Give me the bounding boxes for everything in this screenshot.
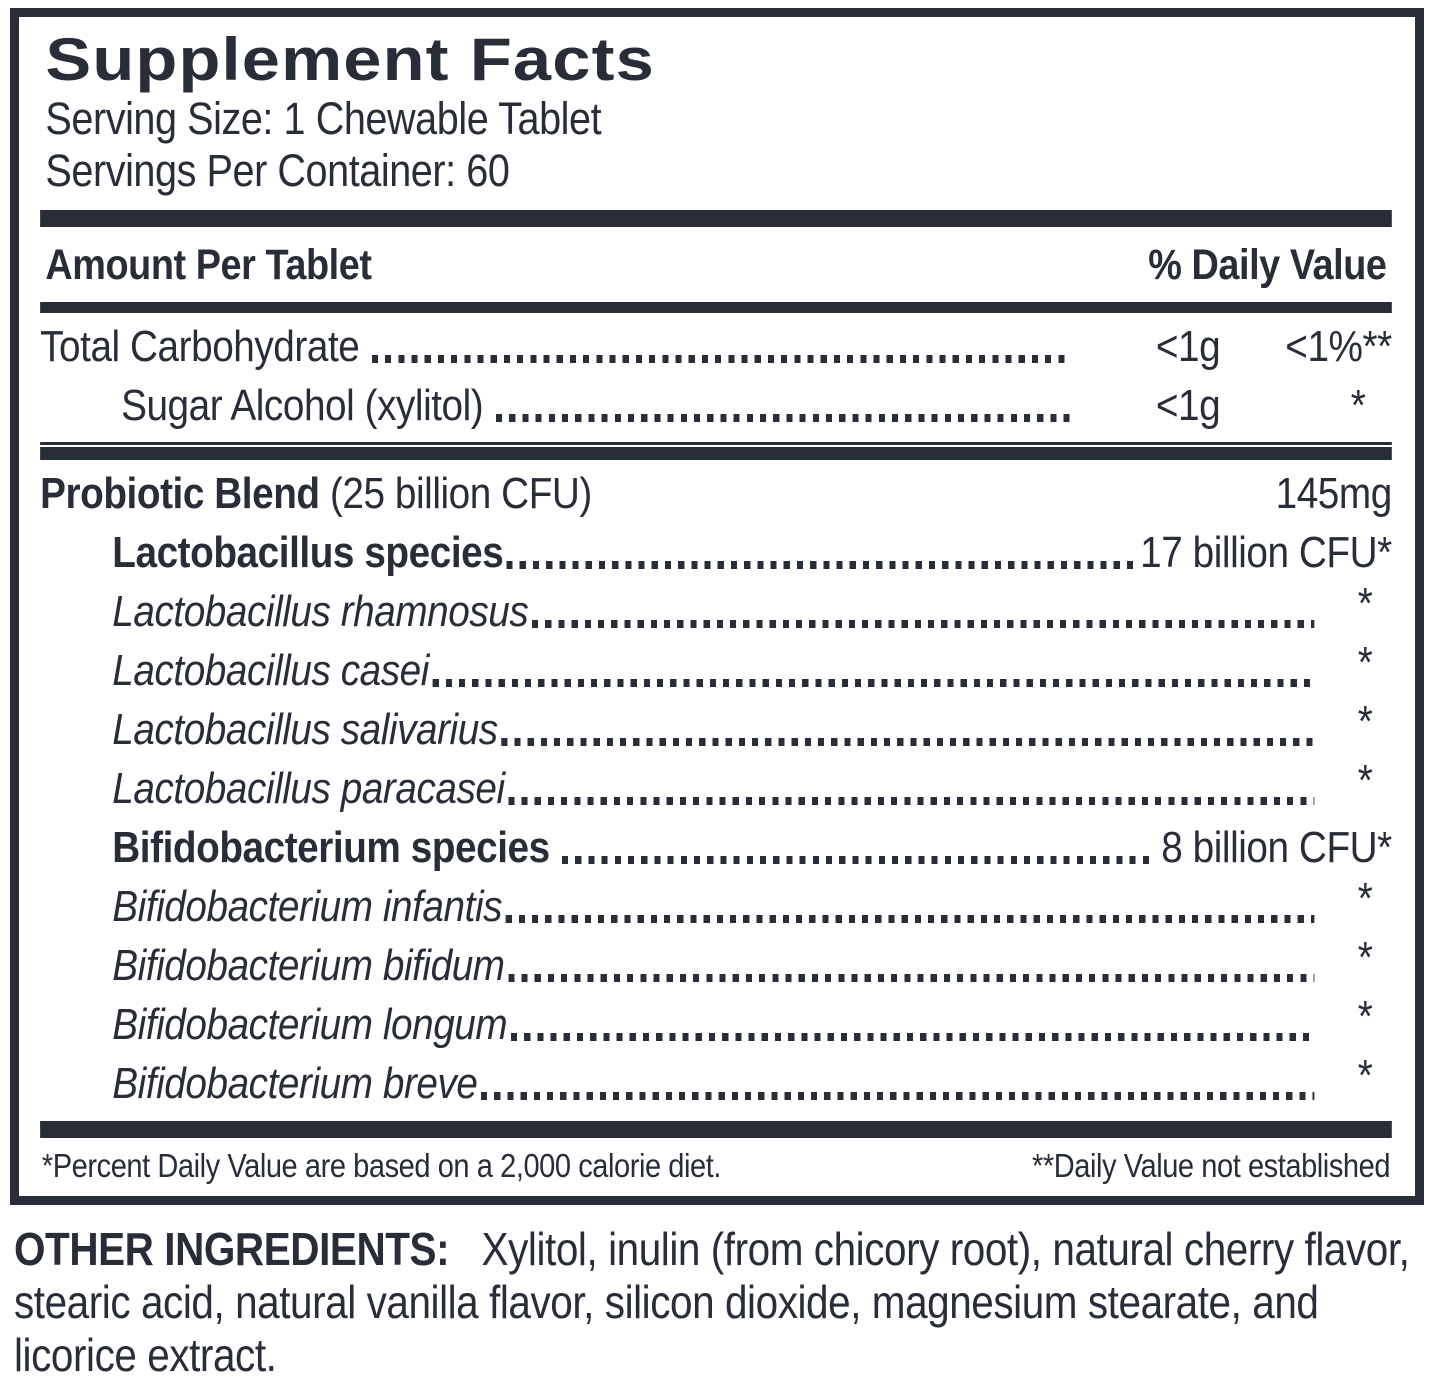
nutrient-row-probiotic-blend [40,464,1392,523]
nutrient-rows-probiotic [40,460,1392,1115]
panel-title-row [40,17,1392,93]
supplement-facts-panel [10,8,1424,1205]
nutrient-row-bifidobacterium-breve [40,1051,1392,1113]
nutrient-name: Lactobacillus rhamnosus [112,587,529,636]
dot-leader [511,1033,1315,1041]
nutrient-daily-value: * [1357,992,1373,1041]
nutrient-row-bifidobacterium-longum [40,992,1392,1054]
nutrient-name: Bifidobacterium bifidum [112,941,505,990]
nutrient-amount: 8 billion CFU* [1161,823,1392,872]
section-rule-top [40,210,1392,227]
nutrient-daily-value: * [1357,933,1373,982]
column-header-amount: Amount Per Tablet [45,241,372,289]
panel-title: Supplement Facts [45,26,655,93]
nutrient-daily-value: * [1350,381,1366,430]
nutrient-detail: (25 billion CFU) [329,469,592,518]
servings-per-container: Servings Per Container: 60 [45,145,510,196]
nutrient-daily-value: * [1357,874,1373,923]
column-header-daily-value: % Daily Value [1148,241,1387,289]
other-ingredients [14,1223,1445,1382]
dot-leader [562,856,1156,864]
nutrient-daily-value: * [1357,638,1373,687]
section-rule-probiotic [40,442,1392,460]
nutrient-amount: <1g [1155,322,1221,371]
nutrient-detail [320,464,330,523]
nutrient-row-total-carbohydrate [40,317,1392,376]
nutrient-daily-value: * [1357,697,1373,746]
nutrient-daily-value: * [1357,1051,1373,1100]
nutrient-name: Lactobacillus paracasei [112,764,505,813]
footnote-row [40,1138,1392,1196]
nutrient-row-lactobacillus-salivarius [40,697,1392,759]
nutrient-row-lactobacillus-species [40,523,1392,582]
column-header-row [40,227,1392,302]
dot-leader [496,414,1070,422]
section-rule-footnote [40,1121,1392,1138]
section-rule-probiotic-bar [40,447,1392,460]
nutrient-name: Lactobacillus casei [112,646,429,695]
dot-leader [501,738,1314,746]
nutrient-daily-value: * [1357,579,1373,628]
nutrient-name: Total Carbohydrate [40,322,360,371]
nutrient-name: Bifidobacterium infantis [112,882,503,931]
nutrient-name: Lactobacillus species [112,528,504,577]
nutrient-row-lactobacillus-casei [40,638,1392,700]
nutrient-name: Bifidobacterium longum [112,1000,508,1049]
nutrient-daily-value: * [1357,756,1373,805]
nutrient-row-bifidobacterium-infantis [40,874,1392,936]
other-ingredients-text: Xylitol, inulin (from chicory root), natural cherry flavor, stearic acid, natural vanilla flavor, silicon dioxide, magnesium stearate, and licorice extract. [14,1223,1410,1381]
dot-leader [432,679,1314,687]
nutrient-amount: <1g [1155,381,1221,430]
section-rule-header [40,302,1392,313]
nutrient-row-lactobacillus-rhamnosus [40,579,1392,641]
dot-leader [506,915,1315,923]
nutrient-name: Lactobacillus salivarius [112,705,498,754]
nutrient-name: Sugar Alcohol (xylitol) [121,381,484,430]
nutrient-amount: 17 billion CFU* [1140,528,1392,577]
dot-leader [532,620,1315,628]
nutrient-name: Bifidobacterium breve [112,1059,478,1108]
nutrient-row-bifidobacterium-bifidum [40,933,1392,995]
footnote-daily-value: *Percent Daily Value are based on a 2,000 calorie diet. [41,1147,721,1184]
other-ingredients-spacer [460,1223,471,1275]
nutrient-name: Bifidobacterium species [112,823,550,872]
nutrient-rows-carbohydrate [40,313,1392,437]
nutrient-daily-value: <1%** [1285,322,1392,371]
nutrient-row-sugar-alcohol [40,376,1392,435]
footnote-not-established: **Daily Value not established [1032,1147,1391,1184]
other-ingredients-label: OTHER INGREDIENTS: [14,1223,450,1275]
dot-leader [372,355,1070,363]
nutrient-row-bifidobacterium-species [40,818,1392,877]
dot-leader [508,974,1314,982]
dot-leader [507,561,1135,569]
nutrient-row-lactobacillus-paracasei [40,756,1392,818]
dot-leader [508,797,1314,805]
serving-size: Serving Size: 1 Chewable Tablet [45,93,602,144]
nutrient-amount: 145mg [1275,469,1392,518]
dot-leader [481,1092,1314,1100]
nutrient-name: Probiotic Blend [40,469,320,518]
